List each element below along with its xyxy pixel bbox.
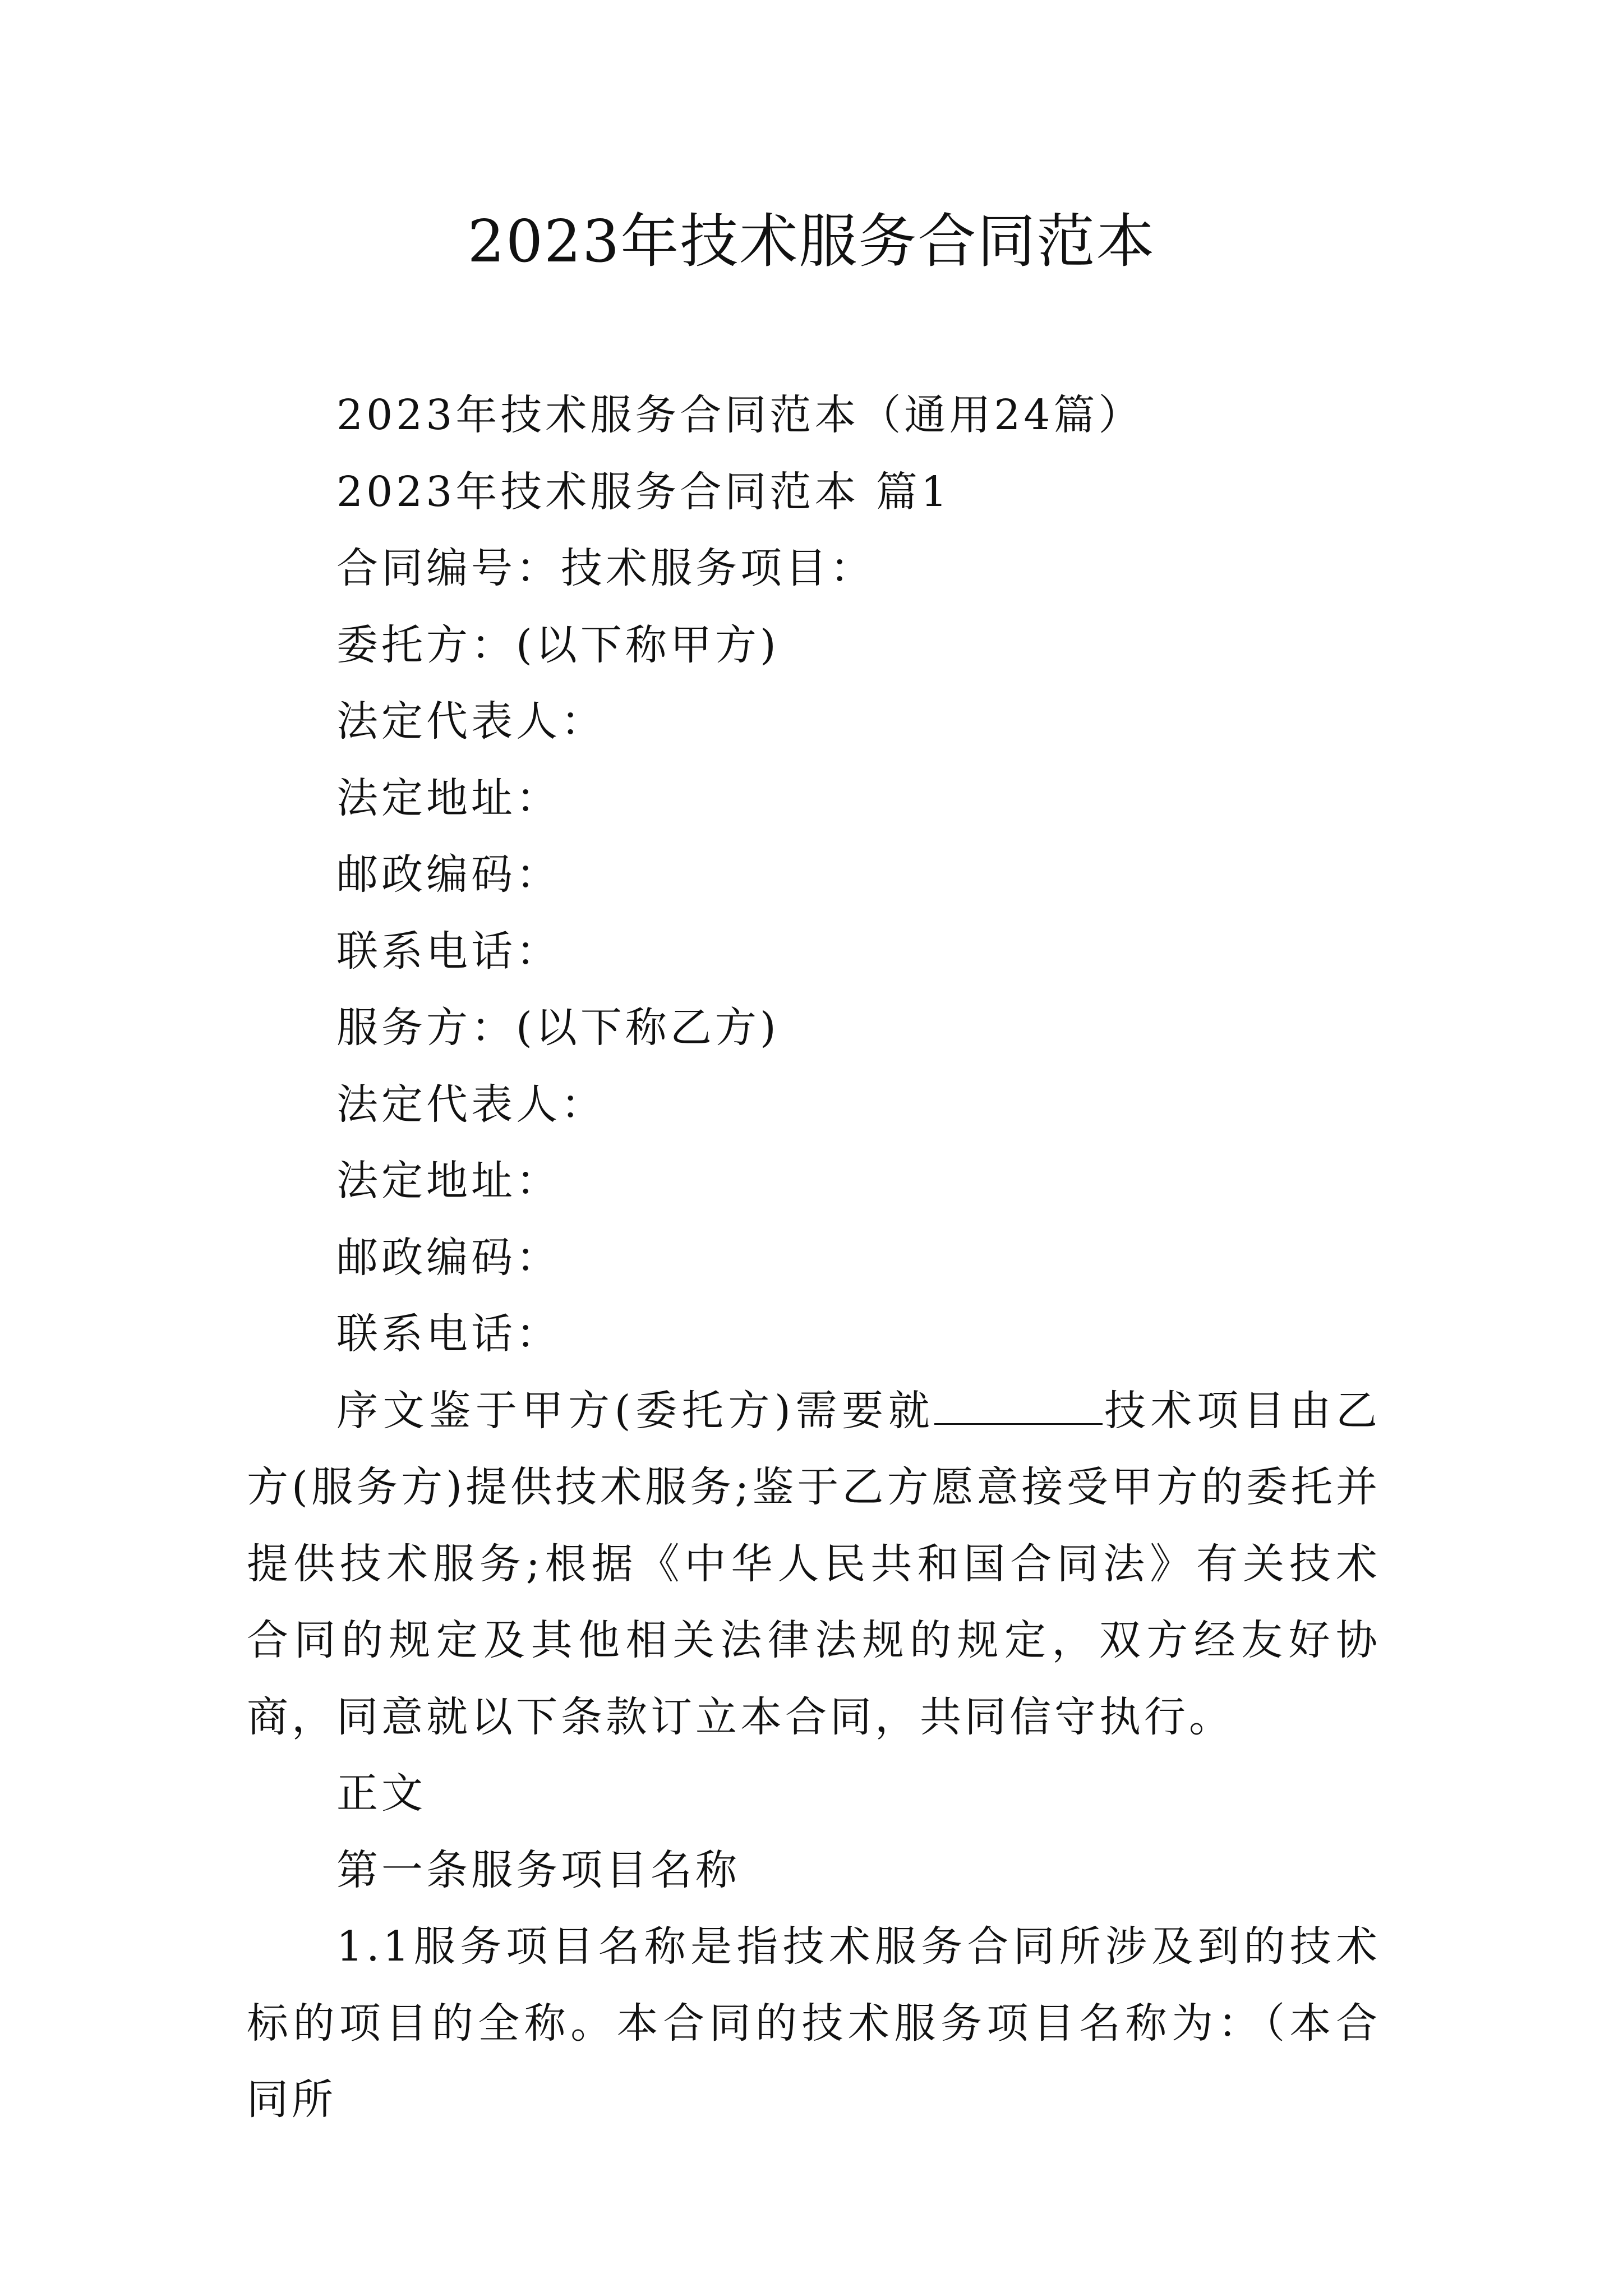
- project-name-blank: [934, 1389, 1103, 1425]
- clause-1-1-paragraph: 1.1服务项目名称是指技术服务合同所涉及到的技术标的项目的全称。本合同的技术服务项目名称为：（本合同所: [247, 1922, 1381, 2124]
- provider-line: 服务方：(以下称乙方): [336, 1004, 780, 1052]
- client-postcode-line: 邮政编码：: [336, 850, 561, 899]
- provider-phone-line: 联系电话：: [336, 1310, 561, 1358]
- document-title: 2023年技术服务合同范本: [467, 207, 1156, 275]
- client-line: 委托方：(以下称甲方): [336, 620, 780, 669]
- client-address-line: 法定地址：: [336, 774, 561, 822]
- provider-postcode-line: 邮政编码：: [336, 1233, 561, 1282]
- client-phone-line: 联系电话：: [336, 927, 561, 976]
- provider-representative-line: 法定代表人：: [336, 1080, 606, 1129]
- provider-address-line: 法定地址：: [336, 1157, 561, 1205]
- preamble-rest-text: 技术项目由乙方(服务方)提供技术服务;鉴于乙方愿意接受甲方的委托并提供技术服务;根据《中华人民共和国合同法》有关技术合同的规定及其他相关法律法规的规定，双方经友好协商，同意就以下条款订立本合同，共同信守执行。: [247, 1386, 1381, 1741]
- subtitle-line: 2023年技术服务合同范本（通用24篇）: [336, 391, 1144, 439]
- client-representative-line: 法定代表人：: [336, 697, 606, 746]
- article-1-heading: 第一条服务项目名称: [336, 1846, 740, 1894]
- contract-number-line: 合同编号：技术服务项目：: [336, 544, 875, 592]
- preamble-start-text: 序文鉴于甲方(委托方)需要就: [336, 1386, 935, 1435]
- section-heading: 2023年技术服务合同范本 篇1: [336, 467, 951, 516]
- preamble-paragraph: [247, 1373, 1381, 1756]
- document-body: [247, 377, 1381, 2138]
- main-text-heading: 正文: [336, 1769, 426, 1818]
